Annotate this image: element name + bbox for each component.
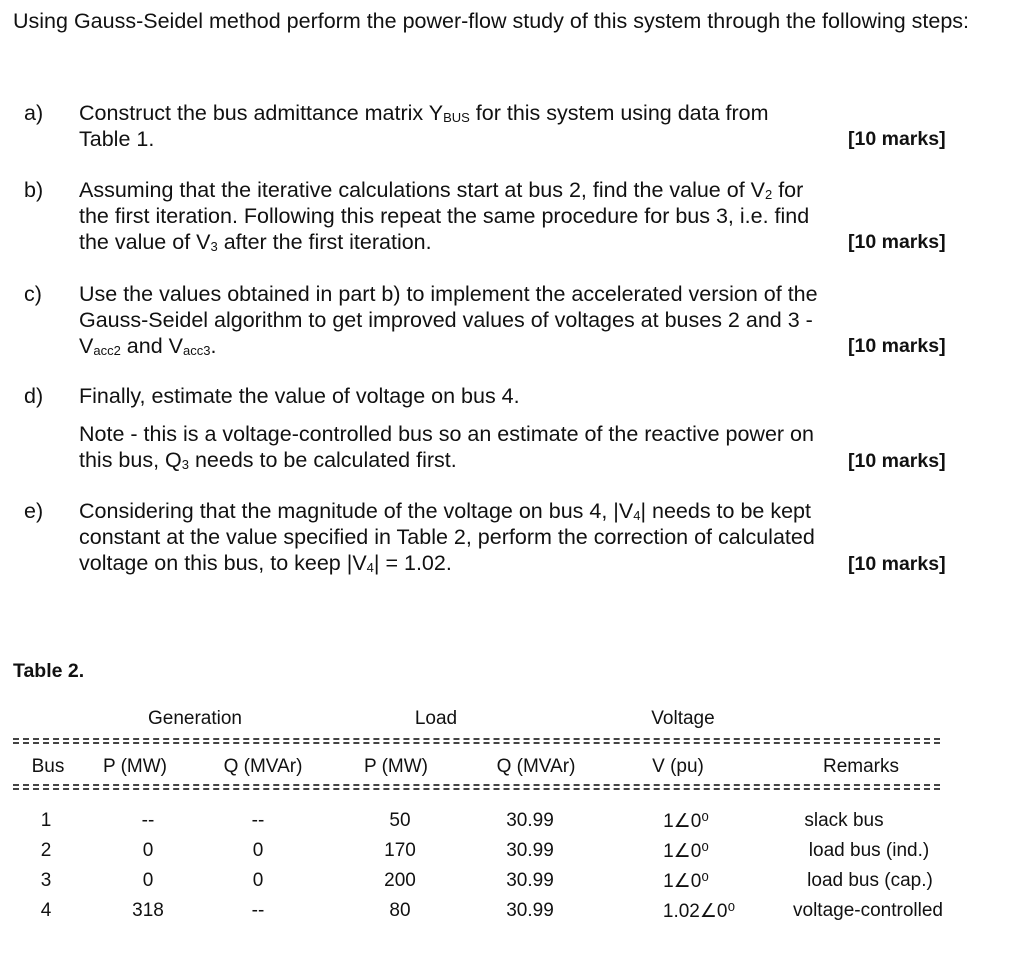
question-text: Use the values obtained in part b) to implement the accelerated version of the Gauss-Seidel algorithm to get improved values of voltages at buses 2 and $3 - V_{acc2}$ and $V_{acc3}$. xyxy=(79,282,818,358)
question-b xyxy=(0,177,1012,267)
question-letter: d) xyxy=(24,384,44,408)
marks-label: [10 marks] xyxy=(848,553,946,575)
marks-label: [10 marks] xyxy=(848,450,946,472)
marks-label: [10 marks] xyxy=(848,128,946,150)
table-title: Table 2. xyxy=(13,660,85,682)
column-header: P (MW) xyxy=(363,756,429,777)
question-text: Finally, estimate the value of voltage on bus 4. Note - this is a voltage-controlled bus so an estimate of the reactive power on this bus, $Q_3$ needs to be calculated first. xyxy=(79,383,819,473)
table-cell: 1∠0⁰ xyxy=(663,811,709,832)
table-cell: 0 xyxy=(252,840,264,861)
table-cell: slack bus xyxy=(804,810,884,831)
question-e xyxy=(0,498,1012,588)
table-cell: 3 xyxy=(40,870,52,891)
marks-label: [10 marks] xyxy=(848,231,946,253)
table-cell: 0 xyxy=(142,870,154,891)
table-cell: 30.99 xyxy=(506,840,554,861)
table-cell: 1∠0⁰ xyxy=(663,871,709,892)
table-cell: 50 xyxy=(389,810,411,831)
table-cell: 170 xyxy=(384,840,416,861)
question-note: Note - this is a voltage-controlled bus so an estimate of the reactive power on this bus, $Q_3$ needs to be calculated first. xyxy=(79,422,814,472)
question-letter: b) xyxy=(24,178,44,202)
table-cell: 0 xyxy=(252,870,264,891)
question-c xyxy=(0,281,1012,371)
question-text: Assuming that the iterative calculations start at bus 2, find the value of $V_2$ for the first iteration. Following this repeat the same procedure for bus 3, i.e. find the value of $V_3$ after the first iteration. xyxy=(79,178,810,254)
question-d xyxy=(0,383,1012,473)
intro-text: Using Gauss-Seidel method perform the power-flow study of this system through the following steps: xyxy=(13,9,970,33)
table-cell: 4 xyxy=(40,900,52,921)
table-cell: 30.99 xyxy=(506,900,554,921)
table-cell: 1.02∠0⁰ xyxy=(662,901,736,922)
question-letter: e) xyxy=(24,499,44,523)
question-text: Construct the bus admittance matrix $Y_{BUS}$ for this system using data from Table 1. xyxy=(79,101,769,151)
table-cell: load bus (ind.) xyxy=(808,840,930,861)
column-header: Q (MVAr) xyxy=(223,756,303,777)
question-letter: c) xyxy=(24,282,42,306)
column-header: P (MW) xyxy=(102,756,168,777)
column-header: Q (MVAr) xyxy=(496,756,576,777)
table-cell: -- xyxy=(251,810,265,831)
table-cell: 30.99 xyxy=(506,870,554,891)
marks-label: [10 marks] xyxy=(848,335,946,357)
double-rule xyxy=(13,784,940,790)
question-letter: a) xyxy=(24,101,44,125)
table-cell: -- xyxy=(141,810,155,831)
group-header-load: Load xyxy=(414,708,458,729)
table-cell: -- xyxy=(251,900,265,921)
table-cell: 30.99 xyxy=(506,810,554,831)
table-cell: 1 xyxy=(40,810,52,831)
table-cell: 318 xyxy=(132,900,164,921)
table-cell: voltage-controlled xyxy=(793,900,943,921)
table-cell: load bus (cap.) xyxy=(807,870,933,891)
table-cell: 200 xyxy=(384,870,416,891)
column-header: Remarks xyxy=(822,756,900,777)
column-header: Bus xyxy=(31,756,65,777)
data-table xyxy=(0,700,1012,940)
group-header-generation: Generation xyxy=(147,708,243,729)
table-cell: 80 xyxy=(389,900,411,921)
table-cell: 2 xyxy=(40,840,52,861)
column-header: V (pu) xyxy=(652,756,704,777)
double-rule xyxy=(13,738,940,744)
table-cell: 0 xyxy=(142,840,154,861)
table-cell: 1∠0⁰ xyxy=(663,841,709,862)
question-text: Considering that the magnitude of the voltage on bus 4, $|V_4|$ needs to be kept constant at the value specified in Table 2, perform the correction of calculated voltage on this bus, to keep $|V_4| = 1.02$. xyxy=(79,499,815,575)
group-header-voltage: Voltage xyxy=(651,708,715,729)
